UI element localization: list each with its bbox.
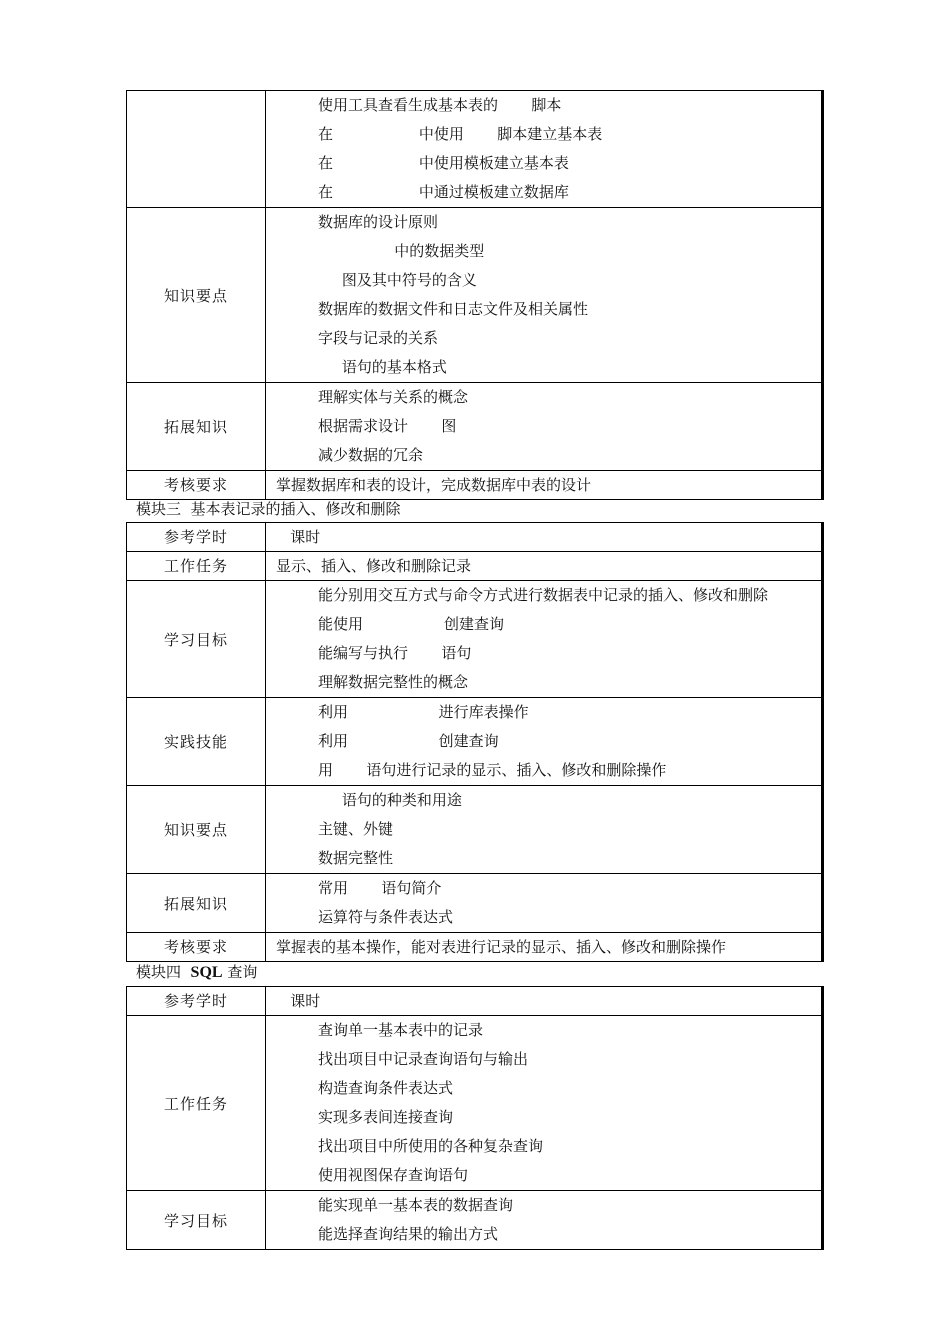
list-item: 根据需求设计 图 (318, 417, 457, 435)
table-row (127, 698, 823, 786)
list-item: 减少数据的冗余 (318, 446, 424, 464)
row-label-goal: 学习目标 (127, 581, 266, 698)
knowledge-cell (266, 786, 823, 874)
table-row (127, 471, 823, 500)
list-item: 常用 语句简介 (318, 879, 442, 897)
table-row (127, 786, 823, 874)
list-item: 实现多表间连接查询 (318, 1108, 454, 1126)
extended-cell (266, 383, 823, 471)
list-item: 图及其中符号的含义 (318, 271, 477, 289)
list-item: 能使用 创建查询 (318, 615, 505, 633)
list-item: 构造查询条件表达式 (318, 1079, 454, 1097)
goal-cell (266, 1191, 823, 1250)
row-label-extended: 拓展知识 (127, 383, 266, 471)
table-row (127, 91, 823, 208)
row-label-hours: 参考学时 (127, 523, 266, 552)
list-item: 能实现单一基本表的数据查询 (318, 1196, 514, 1214)
list-item: 能选择查询结果的输出方式 (318, 1225, 499, 1243)
list-item: 使用视图保存查询语句 (318, 1166, 469, 1184)
list-item: 语句的种类和用途 (318, 791, 462, 809)
list-item: 运算符与条件表达式 (318, 908, 454, 926)
list-item: 理解数据完整性的概念 (318, 673, 469, 691)
hours-cell: 课时 (266, 987, 823, 1016)
list-item: 理解实体与关系的概念 (318, 388, 469, 406)
table-row (127, 208, 823, 383)
heading-suffix: 查询 (222, 963, 258, 981)
module4-heading (136, 960, 257, 984)
module4-table (126, 986, 824, 1250)
list-item: 数据库的设计原则 (318, 213, 439, 231)
heading-sql: SQL (190, 964, 223, 981)
row-label-task: 工作任务 (127, 552, 266, 581)
module3-heading: 模块三 基本表记录的插入、修改和删除 (136, 500, 401, 518)
list-item: 查询单一基本表中的记录 (318, 1021, 484, 1039)
heading-prefix: 模块四 (136, 963, 191, 981)
table-row (127, 523, 823, 552)
task-cell: 显示、插入、修改和删除记录 (266, 552, 823, 581)
list-item: 中的数据类型 (318, 242, 485, 260)
list-item: 在 中使用 脚本建立基本表 (318, 125, 603, 143)
module2-table-continued (126, 90, 824, 500)
table-row (127, 933, 823, 962)
list-item: 找出项目中所使用的各种复杂查询 (318, 1137, 544, 1155)
goal-cell (266, 581, 823, 698)
list-item: 在 中通过模板建立数据库 (318, 183, 569, 201)
row-label-skill: 实践技能 (127, 698, 266, 786)
list-item: 使用工具查看生成基本表的 脚本 (318, 96, 562, 114)
list-item: 利用 进行库表操作 (318, 703, 529, 721)
table-row (127, 1016, 823, 1191)
assess-cell: 掌握表的基本操作，能对表进行记录的显示、插入、修改和删除操作 (266, 933, 823, 962)
row-label-goal: 学习目标 (127, 1191, 266, 1250)
row-label-hours: 参考学时 (127, 987, 266, 1016)
list-item: 字段与记录的关系 (318, 329, 439, 347)
skill-cell (266, 698, 823, 786)
row-label-assess: 考核要求 (127, 933, 266, 962)
list-item: 找出项目中记录查询语句与输出 (318, 1050, 529, 1068)
table-row (127, 1191, 823, 1250)
table-row (127, 987, 823, 1016)
table-row (127, 874, 823, 933)
list-item: 利用 创建查询 (318, 732, 499, 750)
hours-cell: 课时 (266, 523, 823, 552)
list-item: 数据库的数据文件和日志文件及相关属性 (318, 300, 589, 318)
row-label-assess: 考核要求 (127, 471, 266, 500)
list-item: 在 中使用模板建立基本表 (318, 154, 569, 172)
row-label-task: 工作任务 (127, 1016, 266, 1191)
continued-value-cell (266, 91, 823, 208)
module3-table (126, 522, 824, 962)
list-item: 能分别用交互方式与命令方式进行数据表中记录的插入、修改和删除 (318, 586, 769, 604)
row-label-knowledge: 知识要点 (127, 208, 266, 383)
list-item: 主键、外键 (318, 820, 394, 838)
list-item: 能编写与执行 语句 (318, 644, 472, 662)
extended-cell (266, 874, 823, 933)
table-row (127, 581, 823, 698)
assess-cell: 掌握数据库和表的设计，完成数据库中表的设计 (266, 471, 823, 500)
list-item: 用 语句进行记录的显示、插入、修改和删除操作 (318, 761, 667, 779)
list-item: 数据完整性 (318, 849, 394, 867)
row-label-knowledge: 知识要点 (127, 786, 266, 874)
empty-label-cell (127, 91, 266, 208)
table-row (127, 552, 823, 581)
list-item: 语句的基本格式 (318, 358, 447, 376)
table-row (127, 383, 823, 471)
row-label-extended: 拓展知识 (127, 874, 266, 933)
task-cell (266, 1016, 823, 1191)
knowledge-cell (266, 208, 823, 383)
